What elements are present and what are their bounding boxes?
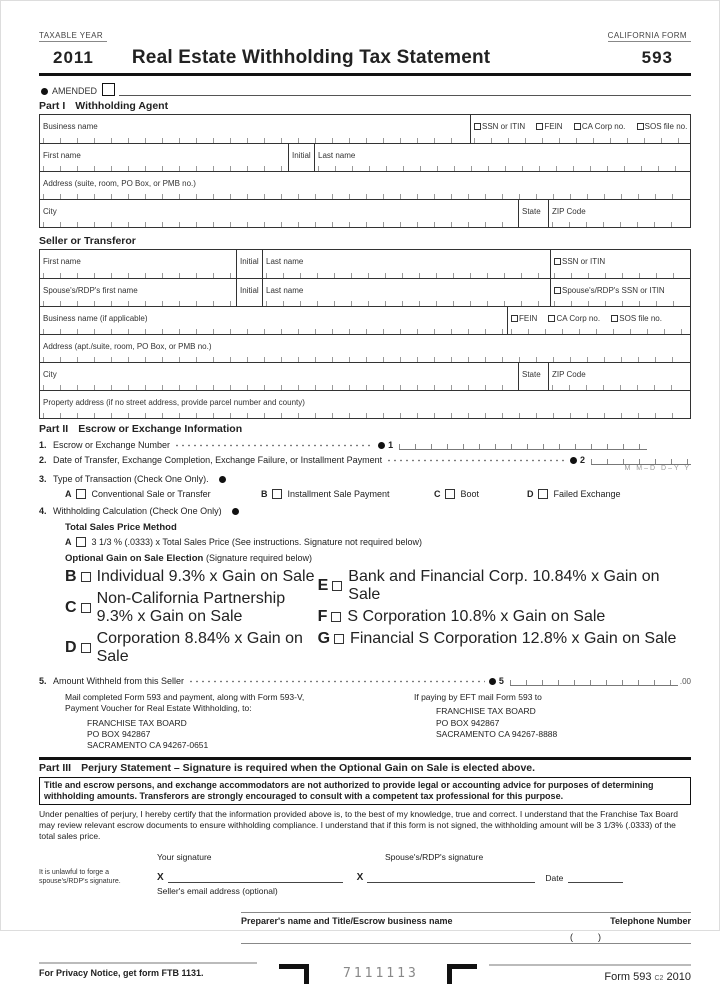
your-signature-label: Your signature — [157, 852, 212, 863]
date-transfer-input[interactable] — [591, 454, 691, 465]
bullet-icon — [219, 476, 226, 483]
seller-initial-field[interactable]: Initial — [236, 250, 262, 278]
fein-checkbox[interactable] — [536, 123, 543, 130]
spouse-last-name-field[interactable]: Last name — [262, 279, 550, 306]
form-number: 593 — [641, 48, 673, 67]
perjury-statement: Under penalties of perjury, I hereby certify that the information provided above is, to the best of my knowledge, true and correct. I understand that the Franchise Tax Board may review relevant escrow documents to ensure withholding compliance. I understand that if this form is not signed, the withholding amount will be 3 1/3% (.0333) of the total sales price. — [39, 809, 678, 842]
email-label: Seller's email address (optional) — [157, 886, 278, 897]
preparer-label: Preparer's name and Title/Escrow business name — [241, 916, 453, 927]
option-a-checkbox[interactable] — [76, 489, 86, 499]
phone-parens: ( ) — [570, 932, 601, 943]
option-g-financial-s-corp: G Financial S Corporation 12.8% x Gain on Sale — [317, 630, 677, 647]
city-field[interactable]: City — [40, 200, 518, 227]
seller-fein-checkbox[interactable] — [511, 315, 518, 322]
option-f-s-corp: F S Corporation 10.8% x Gain on Sale — [317, 608, 606, 625]
part1-row-address — [40, 171, 690, 199]
ftb-address-standard: FRANCHISE TAX BOARD PO BOX 942867 SACRAMENTO CA 94267-0651 — [87, 717, 209, 751]
spouse-initial-field[interactable]: Initial — [236, 279, 262, 306]
option-d-failed-exchange: D Failed Exchange — [527, 489, 621, 499]
spouse-signature-input[interactable] — [367, 873, 535, 883]
option-e-bank: E Bank and Financial Corp. 10.84% x Gain on Sale — [317, 568, 660, 603]
option-a-conventional: A Conventional Sale or Transfer — [65, 489, 211, 499]
line2-label: Date of Transfer, Exchange Completion, Exchange Failure, or Installment Payment — [53, 455, 383, 465]
initial-field[interactable]: Initial — [288, 144, 314, 171]
seller-ca-corp-checkbox[interactable] — [548, 315, 555, 322]
amended-rule — [119, 83, 691, 96]
part2-heading — [39, 423, 691, 435]
spouse-ssn-checkbox[interactable] — [554, 287, 561, 294]
advice-notice: Title and escrow persons, and exchange accommodators are not authorized to provide legal or accounting advice for purposes of determining withholding amounts. Transferors are strongly encouraged to consult with a competent tax professional for this purpose. — [39, 777, 691, 806]
amended-label: AMENDED — [52, 86, 98, 96]
california-form-label: CALIFORNIA FORM — [608, 31, 691, 42]
preparer-section — [241, 912, 691, 944]
calc-f-checkbox[interactable] — [331, 612, 341, 622]
title-rule — [39, 73, 691, 76]
mailing-instructions — [39, 692, 691, 751]
part1-row-name — [40, 143, 690, 171]
spouse-signature-label: Spouse's/RDP's signature — [385, 852, 484, 863]
footer — [39, 962, 691, 984]
transaction-options — [65, 489, 691, 499]
taxable-year-label: TAXABLE YEAR — [39, 31, 107, 42]
seller-last-name-field[interactable]: Last name — [262, 250, 550, 278]
privacy-notice: For Privacy Notice, get form FTB 1131. — [39, 962, 257, 978]
seller-row-name — [40, 250, 690, 278]
option-b-checkbox[interactable] — [272, 489, 282, 499]
line1-marker: 1 — [378, 440, 393, 450]
seller-city-field[interactable]: City — [40, 363, 518, 390]
seller-ssn-field[interactable]: SSN or ITIN — [550, 250, 690, 278]
last-name-field[interactable]: Last name — [314, 144, 690, 171]
seller-row-city — [40, 362, 690, 390]
bullet-icon — [570, 457, 577, 464]
option-c-boot: C Boot — [434, 489, 480, 499]
part3-subtitle: Perjury Statement – Signature is required when the Optional Gain on Sale is elected above. — [81, 761, 536, 774]
seller-ssn-checkbox[interactable] — [554, 258, 561, 265]
line5-amount-withheld: 5. Amount Withheld from this Seller 5 .00 — [39, 676, 691, 686]
seller-sos-checkbox[interactable] — [611, 315, 618, 322]
phone-label: Telephone Number — [610, 916, 691, 927]
calc-g-checkbox[interactable] — [334, 634, 344, 644]
corner-mark-left-icon — [279, 964, 309, 984]
gain-options-right — [318, 564, 691, 666]
total-sales-price-heading: Total Sales Price Method — [65, 522, 177, 533]
first-name-field[interactable]: First name — [40, 144, 288, 171]
part1-table — [39, 114, 691, 228]
seller-zip-field[interactable]: ZIP Code — [548, 363, 690, 390]
part2-title: Part II — [39, 423, 69, 435]
header — [39, 31, 691, 42]
form-title: Real Estate Withholding Tax Statement — [131, 47, 491, 68]
calc-a-checkbox[interactable] — [76, 537, 86, 547]
calc-d-checkbox[interactable] — [81, 643, 91, 653]
line4-label: Withholding Calculation (Check One Only) — [53, 506, 222, 516]
seller-row-property — [40, 390, 690, 418]
spouse-first-name-field[interactable]: Spouse's/RDP's first name — [40, 279, 236, 306]
line1-escrow-number: 1. Escrow or Exchange Number 1 — [39, 439, 691, 450]
line5-label: Amount Withheld from this Seller — [53, 676, 185, 686]
title-row — [39, 47, 691, 69]
gain-options-left — [65, 564, 318, 666]
line1-label: Escrow or Exchange Number — [53, 440, 171, 450]
taxable-year-value: 2011 — [53, 48, 94, 67]
seller-state-field[interactable]: State — [518, 363, 548, 390]
address-field[interactable]: Address (suite, room, PO Box, or PMB no.) — [40, 172, 690, 199]
part3-title: Part III — [39, 761, 72, 774]
gain-options — [65, 564, 691, 666]
escrow-number-input[interactable] — [399, 439, 647, 450]
signature-area — [39, 852, 691, 896]
option-b-installment: B Installment Sale Payment — [261, 489, 390, 499]
line2-date-transfer: 2. Date of Transfer, Exchange Completion, Exchange Failure, or Installment Payment 2 — [39, 454, 691, 465]
x-mark: X — [157, 872, 164, 884]
option-a-total-sales: A 3 1/3 % (.0333) x Total Sales Price (See instructions. Signature not required below) — [65, 537, 423, 547]
form-reference: Form 593 C2 2010 — [489, 964, 691, 983]
property-address-field[interactable]: Property address (if no street address, provide parcel number and county) — [40, 391, 690, 418]
ca-corp-checkbox[interactable] — [574, 123, 581, 130]
bullet-icon — [232, 508, 239, 515]
seller-table — [39, 249, 691, 419]
seller-row-address — [40, 334, 690, 362]
mail-standard: Mail completed Form 593 and payment, along with Form 593-V, Payment Voucher for Real Estate Withholding, to: FRANCHISE TAX BOARD PO BOX 942867 SACRAMENTO CA 94267-0651 — [39, 692, 414, 751]
part1-heading — [39, 100, 691, 112]
part1-id-field[interactable]: SSN or ITIN FEIN CA Corp no. SOS file no. — [470, 115, 690, 143]
form-593-page — [39, 31, 691, 984]
sos-file-checkbox[interactable] — [637, 123, 644, 130]
calc-e-checkbox[interactable] — [332, 581, 342, 591]
option-b-individual: B Individual 9.3% x Gain on Sale — [65, 568, 315, 585]
business-name-field[interactable]: Business name — [40, 115, 470, 143]
gain-on-sale-heading: Optional Gain on Sale Election (Signature required below) — [65, 553, 313, 564]
option-c-partnership: C Non-California Partnership 9.3% x Gain on Sale — [65, 590, 286, 625]
spouse-ssn-field[interactable]: Spouse's/RDP's SSN or ITIN — [550, 279, 690, 306]
part1-title: Part I — [39, 100, 66, 112]
part1-row-city — [40, 199, 690, 227]
line2-marker: 2 — [570, 455, 585, 465]
zip-field[interactable]: ZIP Code — [548, 200, 690, 227]
amended-bullet-icon — [41, 88, 48, 95]
option-d-checkbox[interactable] — [538, 489, 548, 499]
mail-eft: If paying by EFT mail Form 593 to FRANCHISE TAX BOARD PO BOX 942867 SACRAMENTO CA 94267-8888 — [414, 692, 558, 739]
line4-withholding-calc: 4. Withholding Calculation (Check One Only) — [39, 506, 691, 516]
part3-rule — [39, 757, 691, 760]
date-label: Date — [545, 873, 564, 884]
calc-b-checkbox[interactable] — [81, 572, 91, 582]
amount-withheld-input[interactable] — [510, 675, 678, 686]
line3-label: Type of Transaction (Check One Only). — [53, 474, 209, 484]
amended-checkbox[interactable] — [102, 83, 115, 96]
corner-mark-right-icon — [447, 964, 477, 984]
seller-business-field[interactable]: Business name (if applicable) — [40, 307, 507, 334]
seller-first-name-field[interactable]: First name — [40, 250, 236, 278]
ssn-checkbox[interactable] — [474, 123, 481, 130]
calc-c-checkbox[interactable] — [81, 603, 91, 613]
phone-input[interactable] — [241, 932, 691, 944]
your-signature-input[interactable] — [168, 873, 343, 883]
part3-heading — [39, 762, 691, 774]
part1-row-business — [40, 115, 690, 143]
form-barcode-number: 7111113 — [343, 966, 419, 982]
line3-transaction-type: 3. Type of Transaction (Check One Only). — [39, 474, 691, 484]
ftb-address-eft: FRANCHISE TAX BOARD PO BOX 942867 SACRAMENTO CA 94267-8888 — [436, 706, 558, 739]
seller-address-field[interactable]: Address (apt./suite, room, PO Box, or PMB no.) — [40, 335, 690, 362]
amended-row — [39, 81, 691, 96]
bullet-icon — [378, 442, 385, 449]
option-d-corporation: D Corporation 8.84% x Gain on Sale — [65, 630, 303, 665]
seller-row-business — [40, 306, 690, 334]
part1-subtitle: Withholding Agent — [75, 100, 169, 112]
date-input[interactable] — [568, 873, 623, 883]
seller-id-field[interactable]: FEIN CA Corp no. SOS file no. — [507, 307, 690, 334]
line5-marker: 5 — [489, 676, 504, 686]
x-mark: X — [356, 872, 364, 884]
seller-row-spouse — [40, 278, 690, 306]
part2-subtitle: Escrow or Exchange Information — [78, 423, 243, 435]
seller-heading: Seller or Transferor — [39, 235, 136, 247]
state-field[interactable]: State — [518, 200, 548, 227]
date-format-hint: M M–D D–Y Y — [624, 465, 691, 472]
bullet-icon — [489, 678, 496, 685]
forge-warning: It is unlawful to forge a spouse's/RDP's signature. — [39, 869, 121, 886]
cents-label: .00 — [679, 677, 691, 686]
option-c-checkbox[interactable] — [445, 489, 455, 499]
